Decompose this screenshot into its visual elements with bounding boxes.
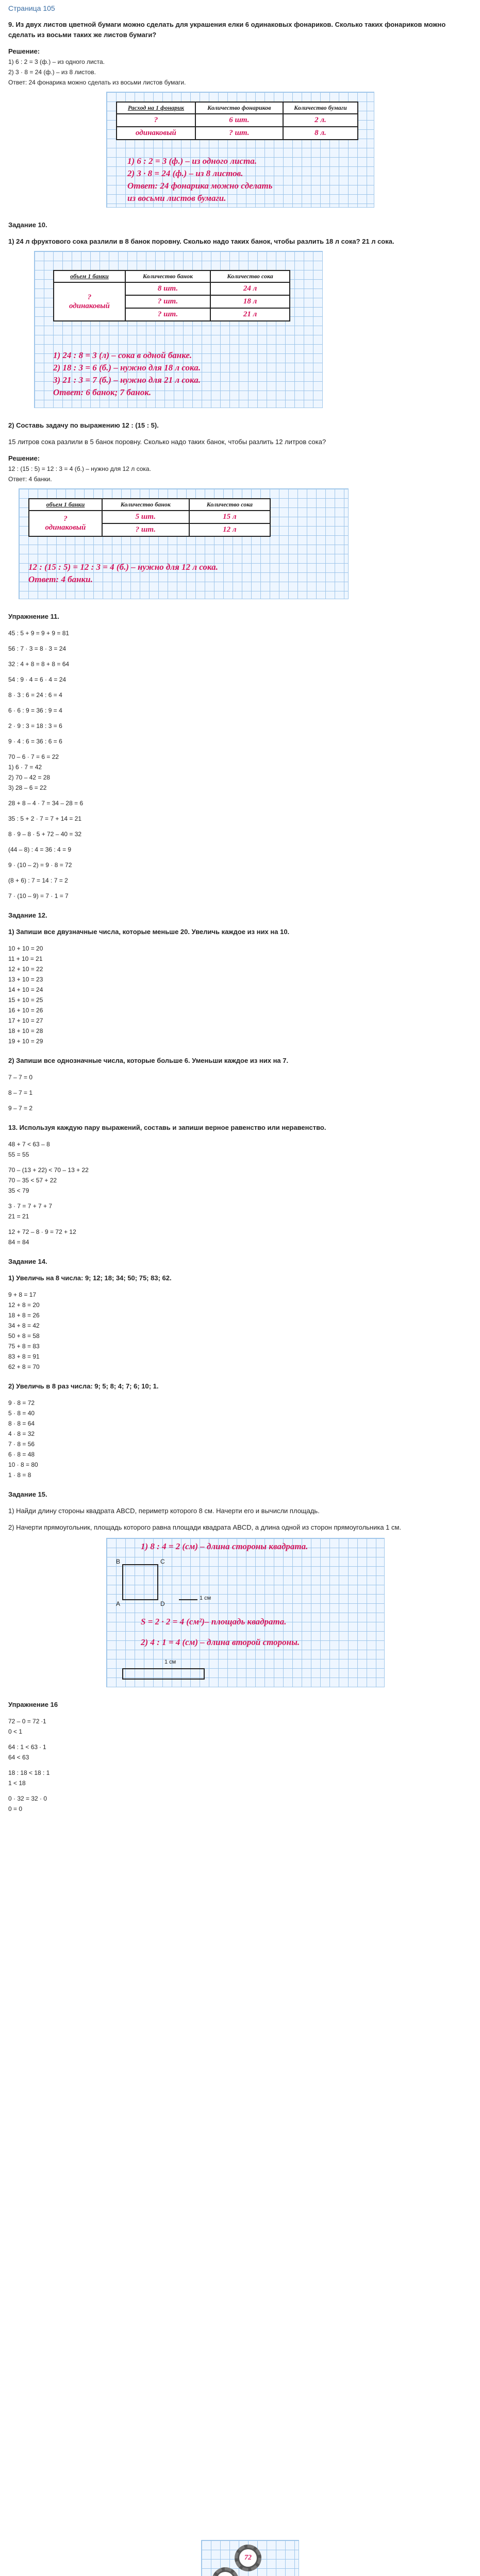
expression-line: 32 : 4 + 8 = 8 + 8 = 64 (8, 660, 70, 668)
table-cell: 15 л (189, 511, 270, 523)
task14-title: Задание 14. (8, 1258, 47, 1265)
table-cell-text: ? (87, 293, 92, 301)
expression-line: 56 : 7 · 3 = 8 · 3 = 24 (8, 645, 67, 652)
task10-part1-heading: 1) 24 л фруктового сока разлили в 8 банок поровну. Сколько надо таких банок, чтобы разлить 18 л сока? 21 л сока. (8, 238, 394, 245)
expression-line: 19 + 10 = 29 (8, 1038, 43, 1045)
task10-title: Задание 10. (8, 221, 47, 229)
expression-line: 62 + 8 = 70 (8, 1363, 40, 1370)
expression-line: 7 · (10 – 9) = 7 · 1 = 7 (8, 892, 69, 900)
rectangle (122, 1668, 205, 1680)
expression-line: 55 = 55 (8, 1151, 29, 1158)
expression-line: 14 + 10 = 24 (8, 986, 43, 993)
table-cell: ? шт. (195, 127, 283, 140)
task13-heading: 13. Используя каждую пару выражений, составь и запиши верное равенство или неравенство. (8, 1124, 326, 1131)
expression-line: 5 · 8 = 40 (8, 1410, 35, 1417)
vertex-label-b: B (116, 1558, 121, 1565)
table-cell (54, 282, 125, 321)
expression-line: 16 + 10 = 26 (8, 1007, 43, 1014)
expression-line: 10 · 8 = 80 (8, 1461, 38, 1468)
expression-line: 8 – 7 = 1 (8, 1089, 33, 1096)
expression-line: 6 · 6 : 9 = 36 : 9 = 4 (8, 707, 62, 714)
task12-part1-heading: 1) Запиши все двузначные числа, которые меньше 20. Увеличь каждое из них на 10. (8, 928, 290, 936)
expression-line: 70 – (13 + 22) < 70 – 13 + 22 (8, 1166, 89, 1174)
expression-line: 18 : 18 < 18 : 1 (8, 1769, 50, 1776)
task10-table-2 (28, 498, 271, 537)
expression-line: 75 + 8 = 83 (8, 1343, 40, 1350)
task9-notebook (106, 92, 374, 208)
gear-icon (212, 2567, 239, 2576)
task15-notebook (106, 1538, 385, 1687)
expression-line: 8 · 3 : 6 = 24 : 6 = 4 (8, 691, 62, 699)
task10-part2-text: 15 литров сока разлили в 5 банок поровну. Сколько надо таких банок, чтобы разлить 12 литров сока? (8, 438, 326, 446)
expression-line: 17 + 10 = 27 (8, 1017, 43, 1024)
expression-line: 8 · 9 – 8 · 5 + 72 – 40 = 32 (8, 831, 82, 838)
task16-title: Упражнение 16 (8, 1701, 58, 1708)
handwritten-note: Ответ: 4 банки. (28, 574, 93, 584)
expression-line: 11 + 10 = 21 (8, 955, 43, 962)
table-header: Расход на 1 фонарик (117, 102, 195, 114)
expression-line: (8 + 6) : 7 = 14 : 7 = 2 (8, 877, 68, 884)
table-cell: ? шт. (102, 523, 189, 536)
handwritten-note: 1) 24 : 8 = 3 (л) – сока в одной банке. (53, 350, 192, 360)
gear-icon (235, 2545, 261, 2571)
unit-label: 1 см (200, 1595, 211, 1601)
expression-line: 0 · 32 = 32 · 0 (8, 1795, 47, 1802)
expression-line: 9 · 8 = 72 (8, 1399, 35, 1406)
gear-label: 72 (239, 2549, 257, 2567)
expression-line: 7 · 8 = 56 (8, 1440, 35, 1448)
task15-part2: 2) Начерти прямоугольник, площадь которого равна площади квадрата ABCD, а длина одной из сторон прямоугольника 1 см. (8, 1523, 402, 1531)
table-cell: 5 шт. (102, 511, 189, 523)
table-cell-text: одинаковый (69, 301, 110, 310)
handwritten-note: 1) 6 : 2 = 3 (ф.) – из одного листа. (127, 156, 257, 166)
table-cell: 6 шт. (195, 114, 283, 127)
expression-line: 64 : 1 < 63 ∙ 1 (8, 1743, 46, 1751)
table-header: Количество сока (189, 499, 270, 511)
table-cell: ? (117, 114, 195, 127)
expression-line: 10 + 10 = 20 (8, 945, 43, 952)
expression-line: 45 : 5 + 9 = 9 + 9 = 81 (8, 630, 70, 637)
expression-line: 6 · 8 = 48 (8, 1451, 35, 1458)
table-cell: 18 л (210, 295, 290, 308)
expression-line: 83 + 8 = 91 (8, 1353, 40, 1360)
task12-title: Задание 12. (8, 911, 47, 919)
expression-line: 18 + 10 = 28 (8, 1027, 43, 1035)
handwritten-note: Ответ: 24 фонарика можно сделать (127, 181, 273, 191)
task11-lines (8, 628, 472, 901)
table-header: объем 1 банки (54, 270, 125, 282)
expression-line: 9 · 4 : 6 = 36 : 6 = 6 (8, 738, 62, 745)
expression-line: 13 + 10 = 23 (8, 976, 43, 983)
gear-label (217, 2572, 234, 2576)
table-header: объем 1 банки (29, 499, 102, 511)
task12-part2-heading: 2) Запиши все однозначные числа, которые больше 6. Уменьши каждое из них на 7. (8, 1057, 289, 1064)
expression-line: 12 + 8 = 20 (8, 1301, 40, 1309)
expression-line: 4 · 8 = 32 (8, 1430, 35, 1437)
expression-line: 15 + 10 = 25 (8, 996, 43, 1004)
expression-line: 2) 70 – 42 = 28 (8, 774, 51, 781)
expression-line: 48 + 7 < 63 – 8 (8, 1141, 50, 1148)
table-cell: ? шт. (125, 308, 210, 321)
expression-line: 1) 6 · 7 = 42 (8, 764, 42, 771)
expression-line: 21 = 21 (8, 1213, 29, 1220)
handwritten-note: Ответ: 6 банок; 7 банок. (53, 387, 152, 397)
expression-line: (44 – 8) : 4 = 36 : 4 = 9 (8, 846, 72, 853)
task16-lines (8, 1716, 472, 1814)
table-cell: 8 л. (283, 127, 358, 140)
task15-part1: 1) Найди длину стороны квадрата ABCD, периметр которого 8 см. Начерти его и вычисли площадь. (8, 1507, 320, 1515)
handwritten-note: 2) 4 : 1 = 4 (см) – длина второй стороны. (141, 1637, 300, 1647)
task10-answer: Ответ: 4 банки. (8, 476, 52, 483)
table-header: Количество банок (125, 270, 210, 282)
task9-solution-label: Решение: (8, 47, 40, 55)
table-cell: 8 шт. (125, 282, 210, 295)
table-header: Количество фонариков (195, 102, 283, 114)
task10-solution: 12 : (15 : 5) = 12 : 3 = 4 (б.) – нужно для 12 л сока. (8, 465, 151, 472)
expression-line: 0 = 0 (8, 1805, 23, 1812)
task9-line: 1) 6 : 2 = 3 (ф.) – из одного листа. (8, 58, 105, 65)
task11-title: Упражнение 11. (8, 613, 59, 620)
expression-line: 12 + 72 – 8 · 9 = 72 + 12 (8, 1228, 76, 1235)
expression-line: 9 – 7 = 2 (8, 1105, 33, 1112)
handwritten-note: 12 : (15 : 5) = 12 : 3 = 4 (б.) – нужно для 12 л сока. (28, 562, 218, 572)
task10-part2-heading: 2) Составь задачу по выражению 12 : (15 : 5). (8, 421, 159, 429)
table-cell: одинаковый (117, 127, 195, 140)
table-cell-text: одинаковый (45, 523, 86, 532)
vertex-label-a: A (116, 1600, 121, 1607)
expression-line: 9 + 8 = 17 (8, 1291, 37, 1298)
expression-line: 0 < 1 (8, 1728, 23, 1735)
expression-line: 35 < 79 (8, 1187, 29, 1194)
table-cell (29, 511, 102, 536)
expression-line: 50 + 8 = 58 (8, 1332, 40, 1340)
square-abcd (122, 1564, 158, 1600)
page-title: Страница 105 (8, 4, 55, 12)
vertex-label-d: D (160, 1600, 165, 1607)
table-cell: 2 л. (283, 114, 358, 127)
task9-line: 2) 3 · 8 = 24 (ф.) – из 8 листов. (8, 69, 96, 76)
table-header: Количество бумаги (283, 102, 358, 114)
expression-line: 2 · 9 : 3 = 18 : 3 = 6 (8, 722, 62, 730)
table-header: Количество банок (102, 499, 189, 511)
task10-notebook-2 (19, 488, 349, 599)
unit-segment (179, 1599, 197, 1600)
expression-line: 35 : 5 + 2 · 7 = 7 + 14 = 21 (8, 815, 82, 822)
table-cell: ? шт. (125, 295, 210, 308)
unit-label: 1 см (164, 1659, 176, 1665)
task16-notebook (201, 2540, 299, 2576)
expression-line: 7 – 7 = 0 (8, 1074, 33, 1081)
handwritten-note: 2) 3 · 8 = 24 (ф.) – из 8 листов. (127, 168, 243, 178)
expression-line: 70 – 6 · 7 = 6 = 22 (8, 753, 59, 760)
task10-table (53, 270, 290, 321)
table-cell: 21 л (210, 308, 290, 321)
expression-line: 18 + 8 = 26 (8, 1312, 40, 1319)
table-cell: 24 л (210, 282, 290, 295)
task10-solution-label: Решение: (8, 454, 40, 462)
task14-part1-heading: 1) Увеличь на 8 числа: 9; 12; 18; 34; 50; 75; 83; 62. (8, 1274, 172, 1282)
task12-part1-lines (8, 943, 472, 1046)
expression-line: 9 · (10 – 2) = 9 · 8 = 72 (8, 861, 72, 869)
task9-answer: Ответ: 24 фонарика можно сделать из восьми листов бумаги. (8, 79, 186, 86)
task9-table (116, 101, 358, 140)
handwritten-note: 3) 21 : 3 = 7 (б.) – нужно для 21 л сока. (53, 375, 201, 385)
expression-line: 70 – 35 < 57 + 22 (8, 1177, 57, 1184)
expression-line: 64 < 63 (8, 1754, 29, 1761)
handwritten-note: S = 2 · 2 = 4 (см²)– площадь квадрата. (141, 1617, 287, 1626)
expression-line: 54 : 9 · 4 = 6 · 4 = 24 (8, 676, 67, 683)
table-header: Количество сока (210, 270, 290, 282)
expression-line: 3) 28 – 6 = 22 (8, 784, 47, 791)
handwritten-note: из восьми листов бумаги. (127, 193, 226, 203)
expression-line: 28 + 8 – 4 · 7 = 34 – 28 = 6 (8, 800, 84, 807)
expression-line: 12 + 10 = 22 (8, 965, 43, 973)
table-cell: 12 л (189, 523, 270, 536)
table-cell-text: ? (63, 515, 68, 523)
task14-part2-heading: 2) Увеличь в 8 раз числа: 9; 5; 8; 4; 7; 6; 10; 1. (8, 1382, 159, 1390)
handwritten-note: 2) 18 : 3 = 6 (б.) – нужно для 18 л сока. (53, 363, 201, 372)
expression-line: 1 · 8 = 8 (8, 1471, 31, 1479)
task9-heading: 9. Из двух листов цветной бумаги можно сделать для украшения елки 6 одинаковых фонариков. Сколько таких фонариков можно сделать из восьми таких же листов бумаги? (8, 21, 446, 39)
vertex-label-c: C (160, 1558, 165, 1565)
expression-line: 84 = 84 (8, 1239, 29, 1246)
expression-line: 8 · 8 = 64 (8, 1420, 35, 1427)
expression-line: 3 · 7 = 7 + 7 + 7 (8, 1202, 53, 1210)
expression-line: 34 + 8 = 42 (8, 1322, 40, 1329)
handwritten-note: 1) 8 : 4 = 2 (см) – длина стороны квадрата. (141, 1541, 308, 1551)
expression-line: 72 – 0 = 72 ∙1 (8, 1718, 46, 1725)
expression-line: 1 < 18 (8, 1780, 26, 1787)
task15-title: Задание 15. (8, 1490, 47, 1498)
task10-notebook (34, 251, 323, 408)
